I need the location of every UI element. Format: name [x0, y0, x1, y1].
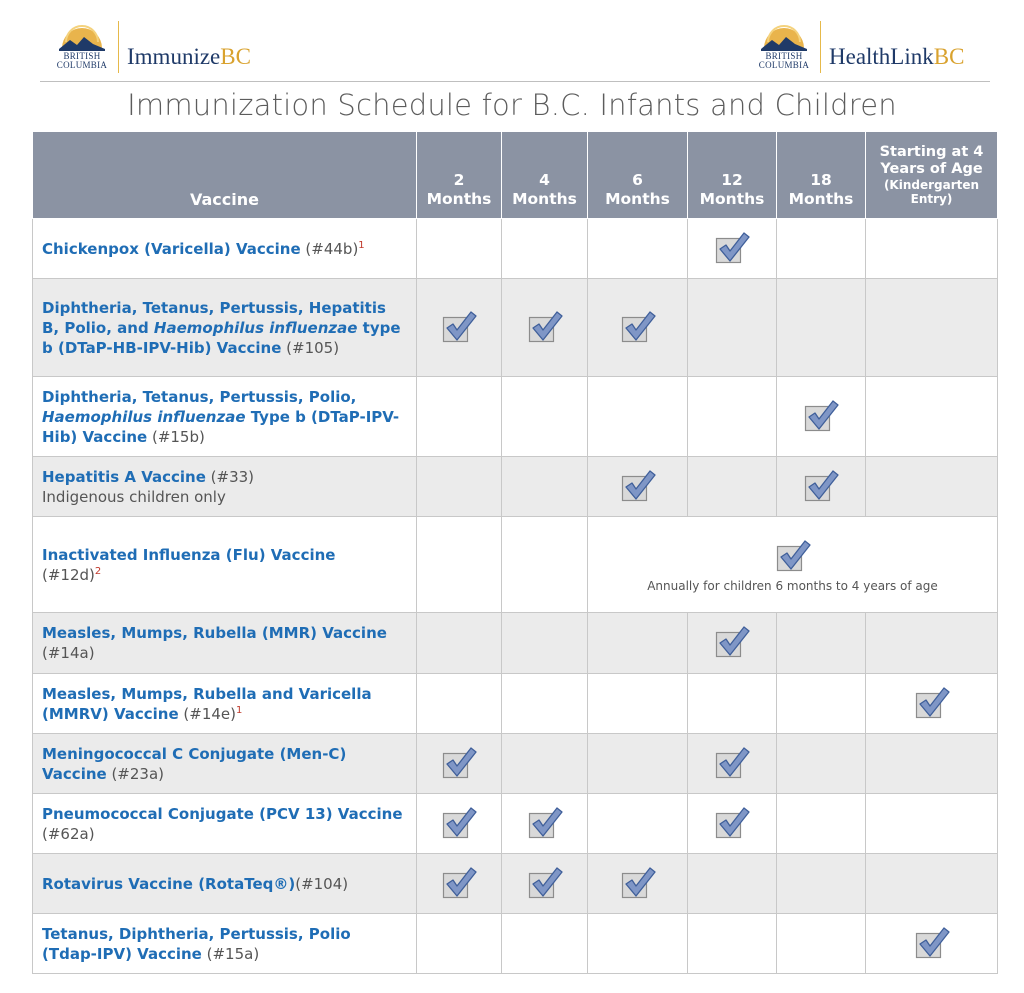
schedule-cell: [688, 854, 777, 914]
schedule-cell: [417, 914, 502, 974]
column-header-6-months: [588, 132, 688, 219]
schedule-cell: [777, 734, 866, 794]
vaccine-name-cell: [33, 914, 417, 974]
table-row: [33, 914, 998, 974]
bc-word-bottom: COLUMBIA: [56, 60, 108, 70]
schedule-cell: [777, 854, 866, 914]
footnote-marker: 1: [358, 239, 365, 251]
col-unit: Months: [512, 190, 577, 208]
schedule-cell: [866, 377, 998, 457]
vaccine-name: Tetanus, Diphtheria, Pertussis, Polio (Tdap-IPV) Vaccine: [42, 924, 351, 963]
column-header-4-years: [866, 132, 998, 219]
schedule-cell: [688, 377, 777, 457]
schedule-cell: [866, 613, 998, 674]
checkbox-check-icon: [803, 467, 839, 503]
vaccine-name-italic: Haemophilus influenzae: [153, 318, 358, 337]
schedule-cell: [866, 794, 998, 854]
bc-word-bottom: COLUMBIA: [758, 60, 810, 70]
schedule-cell: [588, 219, 688, 279]
table-row: [33, 674, 998, 734]
table-row: [33, 734, 998, 794]
schedule-cell: [588, 794, 688, 854]
schedule-cell: [502, 674, 588, 734]
schedule-cell: [777, 457, 866, 517]
schedule-cell: [417, 613, 502, 674]
table-row: [33, 854, 998, 914]
schedule-cell: [688, 794, 777, 854]
schedule-cell: [417, 854, 502, 914]
schedule-cell: [866, 854, 998, 914]
brand-accent: BC: [220, 44, 251, 69]
schedule-cell: [777, 794, 866, 854]
col-unit: Months: [788, 190, 854, 208]
immunization-schedule-table: [32, 131, 998, 974]
bc-sun-mountain-icon: [50, 18, 114, 76]
vaccine-name-cell: [33, 613, 417, 674]
vaccine-code: (#14e): [178, 704, 236, 723]
vaccine-code: (#104): [295, 874, 349, 893]
col-num: 6: [632, 171, 643, 189]
page-title: Immunization Schedule for B.C. Infants and Children: [127, 88, 897, 122]
schedule-cell: [688, 219, 777, 279]
schedule-cell: [588, 674, 688, 734]
checkbox-check-icon: [775, 537, 811, 573]
checkbox-check-icon: [527, 804, 563, 840]
vaccine-code: (#44b): [300, 239, 359, 258]
logo-divider: [118, 21, 119, 73]
col-unit: Months: [699, 190, 765, 208]
vaccine-name: Measles, Mumps, Rubella and Varicella (MMRV) Vaccine: [42, 684, 372, 723]
vaccine-name-cell: [33, 457, 417, 517]
column-header-18-months: [777, 132, 866, 219]
immunizebc-logo: [50, 18, 251, 76]
footnote-marker: 2: [94, 565, 102, 577]
schedule-cell: [688, 613, 777, 674]
col-num: 2: [453, 171, 465, 189]
vaccine-name: Measles, Mumps, Rubella (MMR) Vaccine: [42, 624, 387, 642]
schedule-cell: [588, 914, 688, 974]
checkbox-check-icon: [441, 308, 477, 344]
table-row: [33, 219, 998, 279]
schedule-cell: [502, 219, 588, 279]
schedule-cell: [502, 794, 588, 854]
col-num: 12: [721, 171, 743, 189]
schedule-cell: [417, 279, 502, 377]
vaccine-code: (#23a): [106, 764, 165, 783]
schedule-cell: [866, 914, 998, 974]
schedule-cell: [588, 377, 688, 457]
checkbox-check-icon: [714, 804, 750, 840]
vaccine-name: Inactivated Influenza (Flu) Vaccine: [42, 545, 336, 564]
col-unit: Months: [605, 190, 670, 208]
table-row: [33, 613, 998, 674]
schedule-cell: [502, 517, 588, 613]
brand-immunizebc: [127, 44, 251, 70]
checkbox-check-icon: [620, 467, 656, 503]
schedule-cell: [588, 613, 688, 674]
schedule-cell: [777, 914, 866, 974]
col-num: 4: [539, 171, 550, 189]
checkbox-check-icon: [803, 397, 839, 433]
vaccine-name: Hepatitis A Vaccine: [42, 467, 206, 486]
col-sub1: (Kindergarten: [883, 178, 980, 192]
schedule-cell: [866, 279, 998, 377]
checkbox-check-icon: [914, 684, 950, 720]
footnote-marker: 1: [236, 704, 243, 716]
schedule-cell: [777, 219, 866, 279]
schedule-cell: [866, 457, 998, 517]
vaccine-name-part: Diphtheria, Tetanus, Pertussis, Polio,: [42, 387, 357, 406]
vaccine-code: (#15b): [147, 427, 205, 446]
schedule-cell: [688, 734, 777, 794]
vaccine-code: (#12d): [42, 565, 95, 584]
logo-divider: [820, 21, 821, 73]
schedule-cell: [417, 377, 502, 457]
checkbox-check-icon: [527, 308, 563, 344]
schedule-cell: [502, 613, 588, 674]
checkbox-check-icon: [714, 744, 750, 780]
col-sub2: Entry): [910, 192, 953, 206]
schedule-cell: [417, 674, 502, 734]
vaccine-name-part: type b (DTaP-HB-IPV-Hib) Vaccine: [42, 318, 401, 357]
schedule-cell: [777, 377, 866, 457]
vaccine-name-cell: [33, 794, 417, 854]
schedule-cell: [866, 219, 998, 279]
column-header-12-months: [688, 132, 777, 219]
vaccine-note: Indigenous children only: [42, 487, 226, 506]
col-line2: Years of Age: [880, 161, 983, 177]
schedule-cell: [502, 854, 588, 914]
table-row: [33, 279, 998, 377]
vaccine-name-cell: [33, 279, 417, 377]
schedule-cell: [502, 377, 588, 457]
bc-sun-mountain-icon: [752, 18, 816, 76]
vaccine-code: (#62a): [42, 824, 95, 843]
schedule-cell: [417, 794, 502, 854]
vaccine-name-cell: [33, 674, 417, 734]
schedule-cell: [688, 457, 777, 517]
table-row: [33, 517, 998, 613]
schedule-cell: [588, 457, 688, 517]
vaccine-code: (#15a): [201, 944, 260, 963]
schedule-cell: [777, 279, 866, 377]
bc-word-top: BRITISH: [63, 51, 101, 61]
schedule-cell: [777, 674, 866, 734]
table-row: [33, 377, 998, 457]
vaccine-name-cell: [33, 219, 417, 279]
checkbox-check-icon: [620, 864, 656, 900]
schedule-cell: [502, 279, 588, 377]
checkbox-check-icon: [527, 864, 563, 900]
schedule-cell: [688, 674, 777, 734]
col-line1: Starting at 4: [879, 144, 984, 160]
schedule-cell: [502, 734, 588, 794]
vaccine-name: Meningococcal C Conjugate (Men-C) Vaccine: [42, 744, 347, 783]
brand-main: Immunize: [127, 44, 221, 69]
vaccine-name-cell: [33, 517, 417, 613]
vaccine-name-italic: Haemophilus influenzae: [42, 407, 246, 426]
schedule-cell: [588, 854, 688, 914]
vaccine-code: (#14a): [42, 644, 95, 662]
checkbox-check-icon: [620, 308, 656, 344]
schedule-cell: [417, 219, 502, 279]
table-row: [33, 457, 998, 517]
annual-flu-cell: [588, 517, 998, 613]
schedule-cell: [417, 517, 502, 613]
schedule-cell: [777, 613, 866, 674]
schedule-cell: [866, 674, 998, 734]
column-header-4-months: [502, 132, 588, 219]
schedule-cell: [588, 279, 688, 377]
annual-flu-note: Annually for children 6 months to 4 years of age: [647, 578, 938, 593]
vaccine-name: Chickenpox (Varicella) Vaccine: [42, 239, 301, 258]
brand-main: HealthLink: [829, 44, 934, 69]
vaccine-name: [42, 299, 401, 357]
col-num: 18: [810, 171, 832, 189]
vaccine-name: Pneumococcal Conjugate (PCV 13) Vaccine: [42, 804, 403, 823]
schedule-cell: [417, 734, 502, 794]
vaccine-name-cell: [33, 734, 417, 794]
vaccine-code: (#105): [281, 338, 340, 357]
vaccine-name-cell: [33, 854, 417, 914]
bc-word-top: BRITISH: [765, 51, 803, 61]
vaccine-name-part: Diphtheria, Tetanus, Pertussis, Hepatitis B, Polio, and: [42, 298, 386, 337]
schedule-cell: [502, 457, 588, 517]
schedule-cell: [866, 734, 998, 794]
checkbox-check-icon: [914, 924, 950, 960]
header-row: [33, 132, 998, 219]
checkbox-check-icon: [714, 229, 750, 265]
vaccine-name-part: Type b (DTaP-IPV-Hib) Vaccine: [42, 407, 400, 446]
brand-healthlinkbc: [829, 44, 964, 70]
checkbox-check-icon: [714, 623, 750, 659]
checkbox-check-icon: [441, 864, 477, 900]
header-divider: [40, 81, 990, 82]
vaccine-name: [42, 388, 399, 446]
schedule-cell: [417, 457, 502, 517]
col-unit: Months: [426, 190, 492, 208]
table-row: [33, 794, 998, 854]
column-header-vaccine: Vaccine: [33, 132, 417, 219]
healthlinkbc-logo: [752, 18, 964, 76]
checkbox-check-icon: [441, 804, 477, 840]
schedule-cell: [502, 914, 588, 974]
vaccine-name-cell: [33, 377, 417, 457]
column-header-2-months: [417, 132, 502, 219]
schedule-cell: [688, 279, 777, 377]
checkbox-check-icon: [441, 744, 477, 780]
vaccine-code: (#33): [205, 467, 255, 486]
schedule-cell: [588, 734, 688, 794]
brand-accent: BC: [933, 44, 965, 69]
vaccine-name: Rotavirus Vaccine (RotaTeq®): [42, 874, 296, 893]
schedule-cell: [688, 914, 777, 974]
